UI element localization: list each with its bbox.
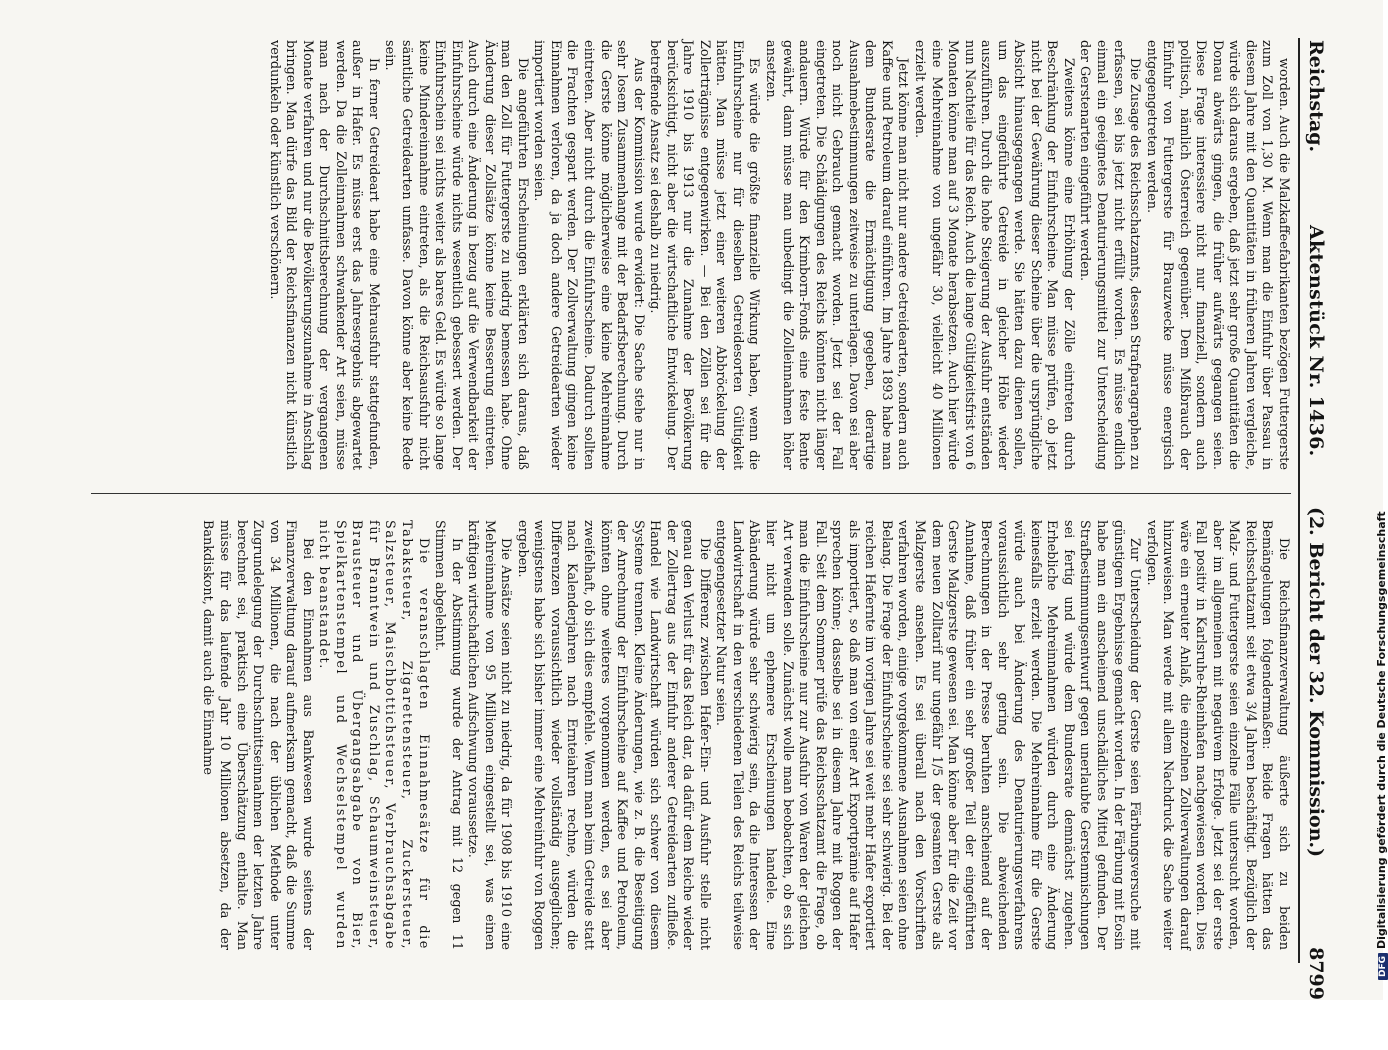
page-number: 8799 xyxy=(1305,947,1327,1000)
header-center: Aktenstück Nr. 1436. xyxy=(1305,225,1327,457)
credit-text: Digitalisierung gefördert durch die Deutsche Forschungsgemeinschaft xyxy=(1375,511,1388,949)
header-right-title: (2. Bericht der 32. Kommission.) xyxy=(1305,506,1327,858)
header-left: Reichstag. xyxy=(1305,40,1327,153)
paragraph: Bei den Einnahmen aus Bankwesen wurde seitens der Finanzverwaltung darauf aufmerksam gemacht, daß die Summe von 34 Millionen, die nach der üblichen Methode unter Zugrundelegung der Durchschnittseinnahmen der letzten Jahre berechnet sei, praktisch eine Überschätzung enthalte. Man müsse für das laufende Jahr 10 Millionen absetzen, da der Bankdiskont, damit auch die Einnahme xyxy=(200,520,315,950)
paragraph: In ferner Getreideart habe eine Mehrausfuhr stattgefunden, außer in Hafer. Es müsse erst das Jahresergebnis abgewartet werden. Da die Zolleinnahmen schwankender Art seien, müsse man nach der Durchschnittsberechnung der vergangenen Monate verfahren und nur die Bevölkerungszunahme in Anschlag bringen. Man dürfe das Bild der Reichsfinanzen nicht künstlich verdunkeln oder künstlich verschönern. xyxy=(266,40,381,470)
paragraph: Die Differenz zwischen Hafer-Ein- und Ausfuhr stelle nicht genau den Verlust für das Reich dar, da dafür dem Reiche wieder der Zollertrag aus der Einfuhr anderer Getreidearten zufließe. Handel wie Landwirtschaft würden sich schwer von diesem Systeme trennen. Kleine Änderungen, wie z. B. die Beseitigung der Anrechnung der Einfuhrscheine auf Kaffee und Petroleum, könnten ohne weiteres vorgenommen werden, es sei aber zweifelhaft, ob sich dies empfehle. Wenn man beim Getreide statt nach Kalenderjahren nach Ernteiahren rechne, würden die Differenzen voraussichtlich wieder vollständig ausgeglichen; wenigstens habe sich bisher immer eine Mehreinfuhr von Roggen ergeben. xyxy=(514,520,712,950)
paragraph: Aus der Kommission wurde erwidert: Die Sache stehe nur in sehr losem Zusammenhange mit der Bedarfsberechnung. Durch die Gerste könne möglicherweise eine kleine Mehreinnahme eintreten. Aber nicht durch die Einfuhrscheine. Dadurch sollten die Frachten gespart werden. Der Zollverwaltung gingen keine Einnahmen verloren, da ja doch andere Getreidearten wieder importiert worden seien. xyxy=(531,40,646,470)
paragraph: Jetzt könne man nicht nur andere Getreidearten, sondern auch Kaffee und Petroleum darauf einführen. Im Jahre 1893 habe man dem Bundesrate die Ermächtigung gegeben, derartige Ausnahmebestimmungen zeitweise zu unterlagen. Davon sei aber noch nicht Gebrauch gemacht worden. Jetzt sei der Fall eingetreten. Die Schädigungen des Reichs könnten nicht länger andauern. Würde für den Krimborn-Fonds eine feste Rente gewährt, dann müsse man unbedingt die Zolleinnahmen höher ansetzen. xyxy=(763,40,911,470)
paragraph: In der Abstimmung wurde der Antrag mit 12 gegen 11 Stimmen abgelehnt. xyxy=(432,520,464,950)
header-rule xyxy=(1298,38,1300,963)
running-header xyxy=(1301,40,1331,1050)
left-text-column xyxy=(91,40,1291,470)
paragraph: worden. Auch die Malzkaffeefabrikanten bezögen Futtergerste zum Zoll von 1,30 M. Wenn man die Einfuhr über Passau in diesem Jahre mit den Quantitäten in früheren Jahren vergleiche, würde sich daraus ergeben, daß jetzt sehr große Quantitäten die Donau abwärts gingen, die früher aufwärts gegangen seien. Diese Frage interessiere nicht nur finanziell, sondern auch politisch, nämlich Österreich gegenüber. Dem Mißbrauch der Einfuhr von Futtergerste für Brauzwecke müsse energisch entgegengetreten werden. xyxy=(1143,40,1291,470)
paragraph: Zweitens könne eine Erhöhung der Zölle eintreten durch Beschränkung der Einfuhrscheine. Man müsse prüfen, ob jetzt nicht bei der Gewährung dieser Scheine über die ursprüngliche Absicht hinausgegangen werde. Sie hätten dazu dienen sollen, um das eingeführte Getreide in gleicher Höhe wieder auszuführen. Durch die hohe Steigerung der Ausfuhr entständen nun Nachteile für das Reich. Auch die lange Gültigkeitsfrist von 6 Monaten könne man auf 3 Monate herabsetzen. Auch hier würde eine Mehreinnahme von ungefähr 30, vielleicht 40 Millionen erzielt werden. xyxy=(911,40,1076,470)
paragraph: Die veranschlagten Einnahmesätze für die Tabaksteuer, Zigarettensteuer, Zuckersteuer, Salzsteuer, Maischbottichsteuer, Verbrauchsabgabe für Branntwein und Zuschlag, Schaumweinsteuer, Brausteuer und Übergangsabgabe von Bier, Spielkartenstempel und Wechselstempel wurden nicht beanstandet. xyxy=(316,520,431,950)
paragraph: Die Reichsfinanzverwaltung äußerte sich zu beiden Bemängelungen folgendermaßen: Beide Fragen hätten das Reichsschatzamt seit etwa 3/4 Jahren beschäftigt. Bezüglich der Malz- und Futtergerste seien einzelne Fälle untersucht worden, aber im allgemeinen mit negativem Erfolge. Jetzt sei der erste Fall positiv in Karlsruhe-Rheinhafen nachgewiesen worden. Dies wäre ein erneuter Anlaß, die einzelnen Zollverwaltungen darauf hinzuweisen. Man werde mit allem Nachdruck die Sache weiter verfolgen. xyxy=(1143,520,1291,950)
paragraph: Die Zusage des Reichsschatzamts, dessen Strafparagraphen zu erfassen, sei bis jetzt nicht erfüllt worden. Es müsse endlich einmal ein geeignetes Denaturierungsmittel zur Unterscheidung der Gerstenarten eingeführt werden. xyxy=(1077,40,1143,470)
right-text-column xyxy=(91,520,1291,950)
paragraph: Zur Unterscheidung der Gerste seien Färbungsversuche mit günstigem Ergebnisse gemacht worden. In der Färbung mit Eosin habe man ein anscheinend unschädliches Mittel gefunden. Der Strafbestimmungsentwurf gegen unerlaubte Gerstenmischungen sei fertig und würde dem Bundesrate demnächst zugehen. Erhebliche Mehreinnahmen würden durch eine Änderung keinesfalls erzielt werden. Die Mehreinnahme für die Gerste würde auch bei Änderung des Denaturierungsverfahrens voraussichtlich sehr gering sein. Die abweichenden Berechnungen in der Presse beruhten anscheinend auf der Annahme, daß früher ein sehr großer Teil der eingeführten Gerste Malzgerste gewesen sei. Man könne aber für die Zeit vor dem neuen Zolltarif nur ungefähr 1/5 der gesamten Gerste als Malzgerste ansehen. Es sei überall nach den Vorschriften verfahren worden, einige vorgekommene Ausnahmen seien ohne Belang. Die Frage der Einfuhrscheine sei sehr schwierig. Bei der reichen Hafernte im vorigen Jahre sei weit mehr Hafer exportiert als importiert, so daß man von einer Art Exportprämie auf Hafer sprechen könne; dasselbe sei in diesem Jahre mit Roggen der Fall. Seit dem Sommer prüfe das Reichsschatzamt die Frage, ob man die Einfuhrscheine nur zur Ausfuhr von Waren der gleichen Art verwenden solle. Zunächst wolle man beobachten, ob es sich hier nicht um ephemere Erscheinungen handele. Eine Abänderung würde sehr schwierig sein, da die Interessen der Landwirtschaft in den verschiedenen Teilen des Reichs teilweise entgegengesetzter Natur seien. xyxy=(713,520,1143,950)
header-right xyxy=(1301,507,1331,1000)
paragraph: Die angeführten Erscheinungen erklärten sich daraus, daß man den Zoll für Futtergerste zu niedrig bemessen habe. Ohne Änderung dieser Zollsätze könne keine Besserung eintreten. Auch durch eine Änderung in bezug auf die Verwendbarkeit der Einfuhrscheine würde nichts wesentlich gebessert werden. Der Einfuhrschein sei nichts weiter als bares Geld. Es würde so lange keine Mindereinnahme eintreten, als die Reichsausfuhr nicht sämtliche Getreidearten umfasse. Davon könne aber keine Rede sein. xyxy=(382,40,530,470)
paragraph: Es würde die größte finanzielle Wirkung haben, wenn die Einfuhrscheine nur für dieselben Getreidesorten Gültigkeit hätten. Man müsse jetzt einer weiteren Abbröckelung der Zollerträgnisse entgegenwirken. — Bei den Zöllen sei für die Jahre 1910 bis 1913 nur die Zunahme der Bevölkerung berücksichtigt, nicht aber die wirtschaftliche Entwickelung. Der betreffende Ansatz sei deshalb zu niedrig. xyxy=(647,40,762,470)
column-divider xyxy=(91,493,1291,494)
paragraph: Die Ansätze seien nicht zu niedrig, da für 1908 bis 1910 eine Mehreinnahme von 95 Millionen eingestellt sei, was einen kräftigen wirtschaftlichen Aufschwung voraussetze. xyxy=(465,520,514,950)
dfg-logo-icon: DFG xyxy=(1378,953,1388,980)
